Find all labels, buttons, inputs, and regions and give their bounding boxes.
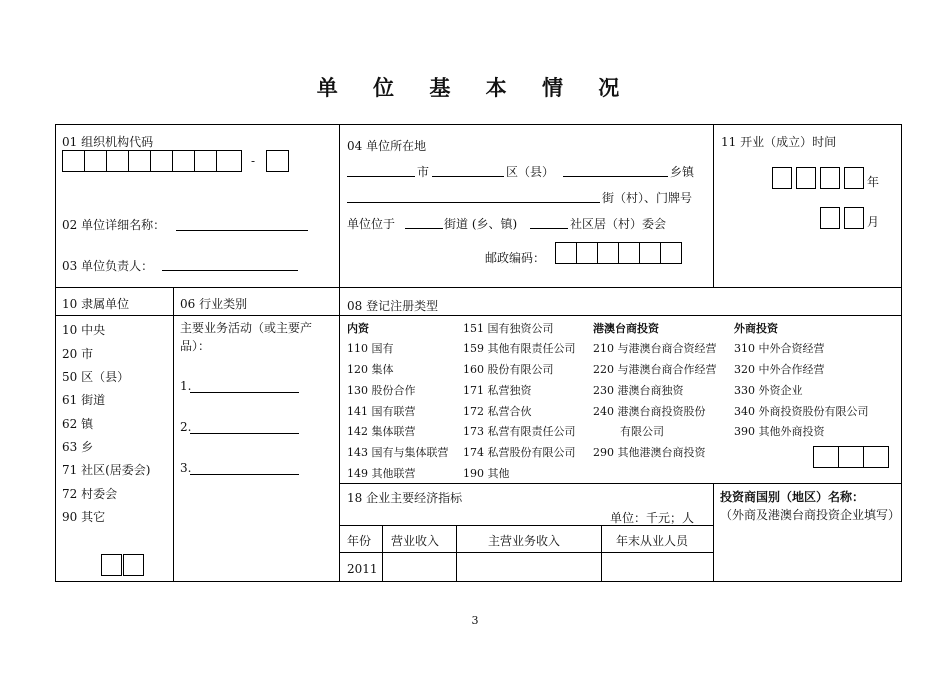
affiliation-item: 63 乡 bbox=[62, 440, 94, 454]
activity-field-2[interactable] bbox=[190, 433, 299, 434]
reg-type-item: 320 中外合作经营 bbox=[734, 363, 825, 376]
col-divider-173 bbox=[173, 287, 174, 582]
org-code-check-box[interactable] bbox=[266, 150, 289, 172]
postcode-box[interactable] bbox=[597, 242, 619, 264]
affiliation-item: 50 区（县） bbox=[62, 370, 130, 384]
s18-header-bottom bbox=[339, 552, 714, 553]
reg-type-item: 143 国有与集体联营 bbox=[347, 446, 449, 459]
district-label: 区（县） bbox=[506, 165, 555, 179]
s18-col-601 bbox=[601, 525, 602, 582]
org-code-label: 01 组织机构代码 bbox=[62, 135, 154, 149]
col-divider-713-lower bbox=[713, 483, 714, 582]
org-code-box[interactable] bbox=[106, 150, 129, 172]
table-left-border bbox=[55, 124, 56, 582]
foreign-investment-header: 外商投资 bbox=[734, 322, 778, 335]
reg-type-item: 171 私营独资 bbox=[463, 384, 532, 397]
reg-type-item: 120 集体 bbox=[347, 363, 394, 376]
org-code-box[interactable] bbox=[216, 150, 242, 172]
subdistrict-label: 街道 (乡、镇) bbox=[444, 217, 518, 231]
table-header-revenue: 营业收入 bbox=[391, 534, 440, 548]
activity-num-1: 1. bbox=[180, 379, 192, 393]
reg-type-item: 173 私营有限责任公司 bbox=[463, 425, 576, 438]
row-divider-2 bbox=[55, 315, 902, 316]
affiliation-code-box[interactable] bbox=[101, 554, 122, 576]
page-number: 3 bbox=[471, 614, 479, 627]
s18-col-382 bbox=[382, 525, 383, 582]
affiliation-item: 72 村委会 bbox=[62, 487, 118, 501]
affiliation-label: 10 隶属单位 bbox=[62, 297, 130, 311]
unit-name-label: 02 单位详细名称： bbox=[62, 218, 166, 232]
township-field[interactable] bbox=[563, 176, 668, 177]
org-code-box[interactable] bbox=[172, 150, 195, 172]
org-code-box[interactable] bbox=[150, 150, 173, 172]
community-label: 社区居（村）委会 bbox=[570, 217, 667, 231]
table-row-year: 2011 bbox=[347, 562, 378, 576]
affiliation-item: 62 镇 bbox=[62, 417, 94, 431]
year-box[interactable] bbox=[820, 167, 840, 189]
table-right-border bbox=[901, 124, 902, 582]
employees-cell[interactable] bbox=[603, 554, 712, 580]
reg-type-item: 290 其他港澳台商投资 bbox=[593, 446, 706, 459]
reg-type-item: 190 其他 bbox=[463, 467, 510, 480]
opening-date-label: 11 开业（成立）时间 bbox=[721, 135, 837, 149]
activity-num-3: 3. bbox=[180, 461, 192, 475]
reg-type-code-box[interactable] bbox=[863, 446, 889, 468]
reg-type-item: 220 与港澳台商合作经营 bbox=[593, 363, 717, 376]
main-revenue-cell[interactable] bbox=[458, 554, 600, 580]
reg-type-item: 390 其他外商投资 bbox=[734, 425, 825, 438]
reg-type-code-box[interactable] bbox=[838, 446, 864, 468]
unit-head-field[interactable] bbox=[162, 270, 298, 271]
year-box[interactable] bbox=[796, 167, 816, 189]
affiliation-code-box[interactable] bbox=[123, 554, 144, 576]
affiliation-item: 61 街道 bbox=[62, 393, 106, 407]
affiliation-item: 90 其它 bbox=[62, 510, 106, 524]
reg-type-item: 151 国有独资公司 bbox=[463, 322, 554, 335]
industry-label: 06 行业类别 bbox=[180, 297, 248, 311]
reg-type-item: 149 其他联营 bbox=[347, 467, 416, 480]
city-field[interactable] bbox=[347, 176, 415, 177]
org-code-box[interactable] bbox=[62, 150, 85, 172]
economic-indicators-label: 18 企业主要经济指标 bbox=[347, 491, 463, 505]
postcode-box[interactable] bbox=[555, 242, 577, 264]
reg-type-code-box[interactable] bbox=[813, 446, 839, 468]
reg-type-item: 310 中外合资经营 bbox=[734, 342, 825, 355]
street-field[interactable] bbox=[347, 202, 600, 203]
month-label: 月 bbox=[867, 215, 880, 229]
unit-note: 单位：千元；人 bbox=[610, 511, 695, 525]
reg-type-item: 240 港澳台商投资股份 bbox=[593, 405, 706, 418]
postcode-box[interactable] bbox=[639, 242, 661, 264]
location-label: 04 单位所在地 bbox=[347, 139, 427, 153]
reg-type-item: 159 其他有限责任公司 bbox=[463, 342, 576, 355]
affiliation-item: 10 中央 bbox=[62, 323, 106, 337]
reg-type-item: 230 港澳台商独资 bbox=[593, 384, 684, 397]
hmt-investment-header: 港澳台商投资 bbox=[593, 322, 659, 335]
org-code-box[interactable] bbox=[128, 150, 151, 172]
reg-type-item: 110 国有 bbox=[347, 342, 394, 355]
col-divider-340 bbox=[339, 124, 340, 582]
street-label: 街（村）、门牌号 bbox=[602, 191, 693, 205]
reg-type-item: 141 国有联营 bbox=[347, 405, 416, 418]
located-in-label: 单位位于 bbox=[347, 217, 396, 231]
affiliation-item: 71 社区(居委会) bbox=[62, 463, 151, 477]
investor-country-label: 投资商国别（地区）名称： bbox=[720, 490, 865, 504]
year-box[interactable] bbox=[844, 167, 864, 189]
page-title: 单 位 基 本 情 况 bbox=[316, 76, 634, 100]
district-field[interactable] bbox=[432, 176, 504, 177]
reg-type-item: 340 外商投资股份有限公司 bbox=[734, 405, 869, 418]
city-label: 市 bbox=[417, 165, 430, 179]
org-code-box[interactable] bbox=[84, 150, 107, 172]
year-label: 年 bbox=[867, 175, 880, 189]
unit-name-field[interactable] bbox=[176, 230, 308, 231]
reg-type-item: 有限公司 bbox=[620, 425, 664, 438]
postcode-box[interactable] bbox=[660, 242, 682, 264]
registration-type-label: 08 登记注册类型 bbox=[347, 299, 439, 313]
month-box[interactable] bbox=[820, 207, 840, 229]
reg-type-item: 330 外资企业 bbox=[734, 384, 803, 397]
main-activity-label: 主要业务活动（或主要产品）： bbox=[180, 321, 313, 353]
row-divider-1 bbox=[55, 287, 902, 288]
subdistrict-field[interactable] bbox=[405, 228, 443, 229]
s18-top-border bbox=[339, 483, 902, 484]
col-divider-713 bbox=[713, 124, 714, 288]
s18-col-456 bbox=[456, 525, 457, 582]
activity-field-1[interactable] bbox=[190, 392, 299, 393]
postcode-box[interactable] bbox=[618, 242, 640, 264]
affiliation-item: 20 市 bbox=[62, 347, 94, 361]
domestic-header: 内资 bbox=[347, 322, 369, 335]
reg-type-item: 160 股份有限公司 bbox=[463, 363, 554, 376]
reg-type-item: 172 私营合伙 bbox=[463, 405, 532, 418]
reg-type-item: 210 与港澳台商合资经营 bbox=[593, 342, 717, 355]
reg-type-item: 142 集体联营 bbox=[347, 425, 416, 438]
table-bottom-border bbox=[55, 581, 902, 582]
table-header-employees: 年末从业人员 bbox=[616, 534, 689, 548]
unit-head-label: 03 单位负责人： bbox=[62, 259, 154, 273]
table-top-border bbox=[55, 124, 902, 125]
community-field[interactable] bbox=[530, 228, 568, 229]
org-code-dash: - bbox=[251, 154, 256, 168]
postcode-box[interactable] bbox=[576, 242, 598, 264]
postcode-label: 邮政编码： bbox=[485, 251, 546, 265]
revenue-cell[interactable] bbox=[384, 554, 455, 580]
org-code-box[interactable] bbox=[194, 150, 217, 172]
table-header-main-revenue: 主营业务收入 bbox=[488, 534, 561, 548]
activity-num-2: 2. bbox=[180, 420, 192, 434]
month-box[interactable] bbox=[844, 207, 864, 229]
investor-country-note: （外商及港澳台商投资企业填写） bbox=[720, 508, 901, 522]
township-label: 乡镇 bbox=[670, 165, 695, 179]
reg-type-item: 130 股份合作 bbox=[347, 384, 416, 397]
table-header-year: 年份 bbox=[347, 534, 372, 548]
year-box[interactable] bbox=[772, 167, 792, 189]
activity-field-3[interactable] bbox=[190, 474, 299, 475]
reg-type-item: 174 私营股份有限公司 bbox=[463, 446, 576, 459]
